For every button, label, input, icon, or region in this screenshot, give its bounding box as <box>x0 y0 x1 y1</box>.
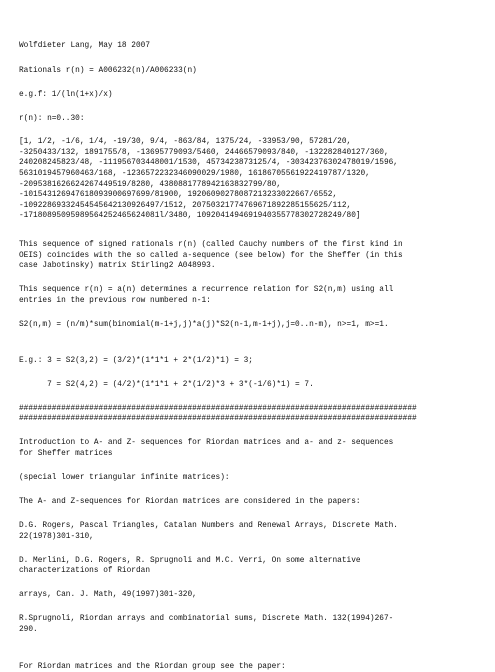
paragraph-line: case Jabotinsky) matrix Stirling2 A048993. <box>19 262 216 270</box>
reference-line: 290. <box>19 626 38 634</box>
sequence-values-line: 240208245823/48, -111956703448001/1530, 4573423873125/4, -30342376302478019/1596, <box>19 159 398 167</box>
paragraph-line: This sequence of signed rationals r(n) (called Cauchy numbers of the first kind in <box>19 241 403 249</box>
reference-line: arrays, Can. J. Math, 49(1997)301-320, <box>19 591 197 599</box>
sequence-values-line: -10922869332454545642130926497/1512, 20750321774769671892285155625/112, <box>19 202 352 210</box>
reference-line: 22(1978)301-310, <box>19 533 94 541</box>
recurrence-formula: S2(n,m) = (n/m)*sum(binomial(m-1+j,j)*a(j)*S2(n-1,m-1+j),j=0..n-m), n>=1, m>=1. <box>19 321 389 329</box>
example-line: E.g.: 3 = S2(3,2) = (3/2)*(1*1*1 + 2*(1/2)*1) = 3; <box>19 357 253 365</box>
reference-line: D. Merlini, D.G. Rogers, R. Sprugnoli and M.C. Verri, On some alternative <box>19 557 361 565</box>
paragraph-line: entries in the previous row numbered n-1: <box>19 297 211 305</box>
reference-line: R.Sprugnoli, Riordan arrays and combinatorial sums, Discrete Math. 132(1994)267- <box>19 615 394 623</box>
paragraph-line: For Riordan matrices and the Riordan group see the paper: <box>19 663 286 671</box>
sequence-values-line: 5631019457960463/168, -1236572232346090029/1980, 16186705561922419787/1320, <box>19 170 370 178</box>
sequence-values-line: -17180895095989564252465624081l/3480, 1092041494691940355778302728249/80] <box>19 212 361 220</box>
separator-line: ##################################################################################### <box>19 405 417 413</box>
example-line: 7 = S2(4,2) = (4/2)*(1*1*1 + 2*(1/2)*3 + 3*(-1/6)*1) = 7. <box>19 381 314 389</box>
sequence-values-line: -2095381626624267449519/8280, 4380881778942163832799/80, <box>19 181 282 189</box>
paragraph-line: This sequence r(n) = a(n) determines a recurrence relation for S2(n,m) using all <box>19 286 394 294</box>
author-date-line: Wolfdieter Lang, May 18 2007 <box>19 42 151 50</box>
paragraph-line: (special lower triangular infinite matrices): <box>19 474 230 482</box>
reference-line: characterizations of Riordan <box>19 567 151 575</box>
section-heading: for Sheffer matrices <box>19 450 113 458</box>
paragraph-line: OEIS) coincides with the so called a-sequence (see below) for the Sheffer (in this <box>19 252 403 260</box>
egf-line: e.g.f: 1/(ln(1+x)/x) <box>19 91 113 99</box>
sequence-values-line: -3250433/132, 1891755/8, -13695779093/5460, 24466579093/840, -132282840127/360, <box>19 149 389 157</box>
section-heading: Introduction to A- and Z- sequences for Riordan matrices and a- and z- sequences <box>19 439 394 447</box>
reference-line: D.G. Rogers, Pascal Triangles, Catalan Numbers and Renewal Arrays, Discrete Math. <box>19 522 398 530</box>
separator-line: ##################################################################################### <box>19 415 417 423</box>
paragraph-line: The A- and Z-sequences for Riordan matrices are considered in the papers: <box>19 498 361 506</box>
sequence-values-line: -101543126947618093900697699/81900, 19206090278087213233022667/6552, <box>19 191 338 199</box>
range-line: r(n): n=0..30: <box>19 115 85 123</box>
sequence-values-line: [1, 1/2, -1/6, 1/4, -19/30, 9/4, -863/84, 1375/24, -33953/90, 57281/20, <box>19 138 352 146</box>
rationals-definition: Rationals r(n) = A006232(n)/A006233(n) <box>19 67 197 75</box>
